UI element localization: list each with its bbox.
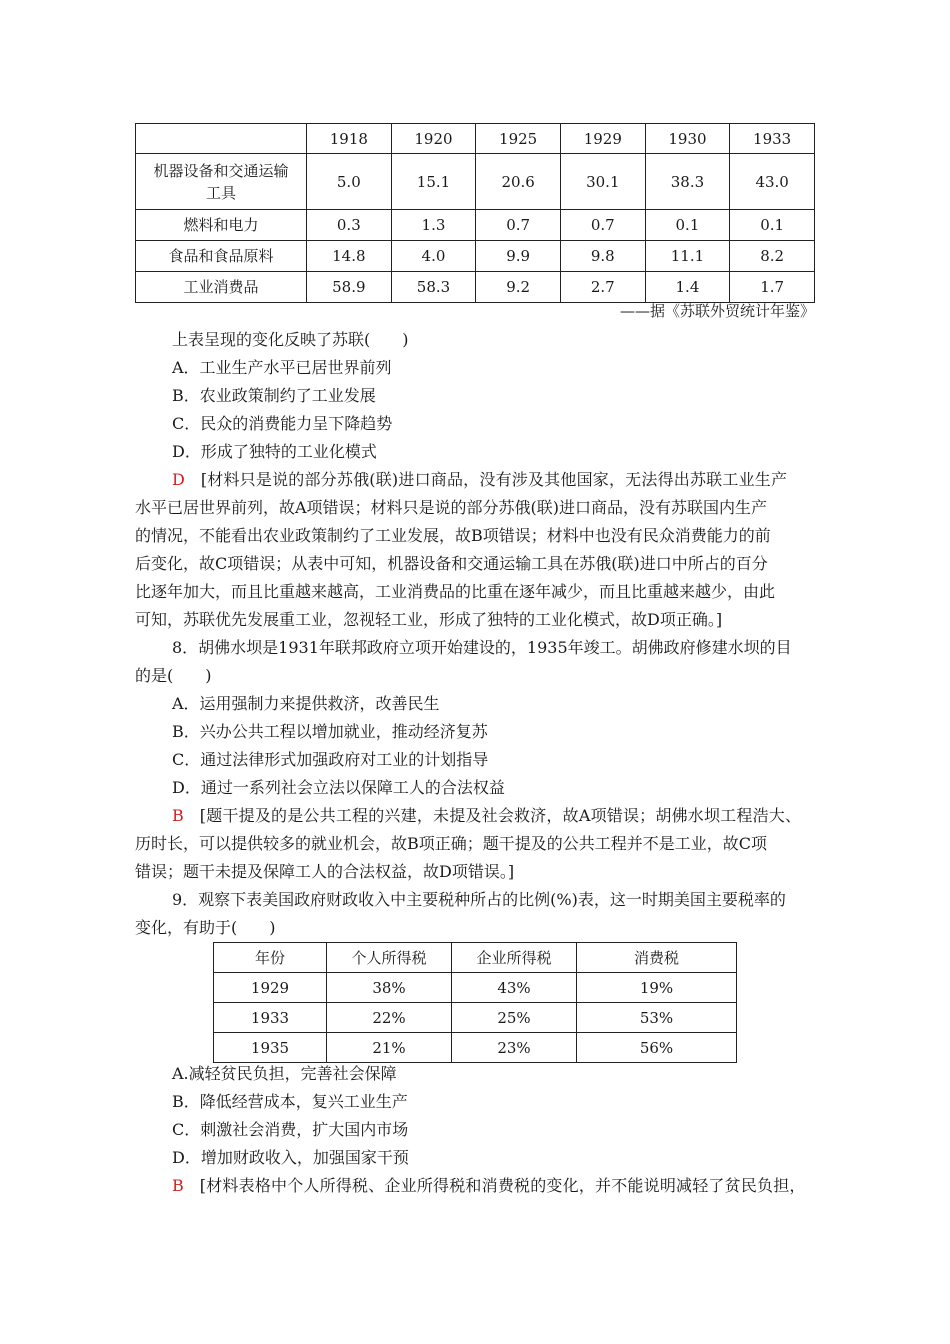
table-source: ——据《苏联外贸统计年鉴》 [619, 302, 815, 320]
table-row [136, 154, 815, 210]
explanation-line: D [材料只是说的部分苏俄(联)进口商品，没有涉及其他国家，无法得出苏联工业生产 [172, 470, 788, 489]
table-header-cell: 年份 [214, 943, 327, 973]
option-b: B．兴办公共工程以增加就业，推动经济复苏 [172, 722, 488, 741]
table-header-row [214, 943, 737, 973]
table-cell: 1935 [214, 1033, 327, 1063]
table-cell: 0.1 [730, 210, 815, 241]
table-cell: 1.4 [645, 272, 730, 303]
table-cell: 0.7 [476, 210, 561, 241]
explanation-line: 后变化，故C项错误；从表中可知，机器设备和交通运输工具在苏俄(联)进口中所占的百分 [135, 554, 768, 573]
answer-letter: B [172, 806, 184, 825]
table-header-cell: 消费税 [577, 943, 737, 973]
table-row [214, 1003, 737, 1033]
table-cell: 9.2 [476, 272, 561, 303]
table-cell: 1933 [214, 1003, 327, 1033]
ussr-import-table [135, 123, 815, 303]
table-cell: 8.2 [730, 241, 815, 272]
table-cell: 25% [452, 1003, 577, 1033]
table-row [136, 272, 815, 303]
table-header-cell: 1929 [560, 124, 645, 154]
question-stem: 上表呈现的变化反映了苏联( ) [172, 330, 409, 349]
table-header-cell: 1930 [645, 124, 730, 154]
table-cell: 0.7 [560, 210, 645, 241]
table-cell: 21% [327, 1033, 452, 1063]
option-b: B．农业政策制约了工业发展 [172, 386, 376, 405]
table-cell: 38.3 [645, 154, 730, 210]
option-c: C．通过法律形式加强政府对工业的计划指导 [172, 750, 489, 769]
answer-letter: B [172, 1176, 184, 1195]
option-b: B．降低经营成本，复兴工业生产 [172, 1092, 408, 1111]
table-cell: 38% [327, 973, 452, 1003]
table-cell: 30.1 [560, 154, 645, 210]
explanation-line: 历时长，可以提供较多的就业机会，故B项正确；题干提及的公共工程并不是工业，故C项 [135, 834, 768, 853]
option-a: A．运用强制力来提供救济，改善民生 [172, 694, 440, 713]
explanation-line: 错误；题干未提及保障工人的合法权益，故D项错误。] [135, 862, 515, 881]
question-stem: 9．观察下表美国政府财政收入中主要税种所占的比例(%)表，这一时期美国主要税率的 [172, 890, 786, 909]
table-cell: 58.9 [307, 272, 392, 303]
table-cell: 2.7 [560, 272, 645, 303]
table-header-cell: 1925 [476, 124, 561, 154]
question-stem: 变化，有助于( ) [135, 918, 276, 937]
table-header-cell: 个人所得税 [327, 943, 452, 973]
table-cell: 0.3 [307, 210, 392, 241]
question-stem: 的是( ) [135, 666, 212, 685]
explanation-line: 比逐年加大，而且比重越来越高，工业消费品的比重在逐年减少，而且比重越来越少，由此 [135, 582, 776, 601]
table-cell: 23% [452, 1033, 577, 1063]
explanation-line: B [题干提及的是公共工程的兴建，未提及社会救济，故A项错误；胡佛水坝工程浩大、 [172, 806, 802, 825]
table-cell: 20.6 [476, 154, 561, 210]
table-row [214, 1033, 737, 1063]
table-cell: 5.0 [307, 154, 392, 210]
explanation-line: 的情况，不能看出农业政策制约了工业发展，故B项错误；材料中也没有民众消费能力的前 [135, 526, 771, 545]
table-cell: 43% [452, 973, 577, 1003]
table-cell: 22% [327, 1003, 452, 1033]
table-cell: 1.7 [730, 272, 815, 303]
table-cell: 53% [577, 1003, 737, 1033]
table-header-cell: 企业所得税 [452, 943, 577, 973]
table-header-cell [136, 124, 307, 154]
table-cell: 43.0 [730, 154, 815, 210]
table-cell: 9.8 [560, 241, 645, 272]
table-cell: 11.1 [645, 241, 730, 272]
table-header-cell: 1918 [307, 124, 392, 154]
table-cell: 0.1 [645, 210, 730, 241]
table-header-row [136, 124, 815, 154]
table-cell: 14.8 [307, 241, 392, 272]
table-header-cell: 1920 [391, 124, 476, 154]
table-cell: 58.3 [391, 272, 476, 303]
answer-letter: D [172, 470, 185, 489]
table-row [136, 210, 815, 241]
option-d: D．增加财政收入，加强国家干预 [172, 1148, 409, 1167]
table-row-label: 食品和食品原料 [136, 241, 307, 272]
option-a: A．工业生产水平已居世界前列 [172, 358, 392, 377]
option-c: C．民众的消费能力呈下降趋势 [172, 414, 393, 433]
table-row-label: 工业消费品 [136, 272, 307, 303]
question-stem: 8．胡佛水坝是1931年联邦政府立项开始建设的，1935年竣工。胡佛政府修建水坝的目 [172, 638, 792, 657]
table-cell: 56% [577, 1033, 737, 1063]
option-c: C．刺激社会消费，扩大国内市场 [172, 1120, 409, 1139]
table-cell: 15.1 [391, 154, 476, 210]
table-cell: 1929 [214, 973, 327, 1003]
explanation-line: 水平已居世界前列，故A项错误；材料只是说的部分苏俄(联)进口商品，没有苏联国内生产 [135, 498, 768, 517]
table-row-label: 燃料和电力 [136, 210, 307, 241]
table-header-cell: 1933 [730, 124, 815, 154]
option-a: A.减轻贫民负担，完善社会保障 [172, 1064, 397, 1083]
table-row-label: 机器设备和交通运输 工具 [136, 154, 307, 210]
table-cell: 4.0 [391, 241, 476, 272]
us-tax-table [213, 942, 737, 1063]
table-cell: 1.3 [391, 210, 476, 241]
table-row [214, 973, 737, 1003]
option-d: D．形成了独特的工业化模式 [172, 442, 377, 461]
table-row [136, 241, 815, 272]
explanation-line: 可知，苏联优先发展重工业，忽视轻工业，形成了独特的工业化模式，故D项正确。] [135, 610, 723, 629]
table-cell: 19% [577, 973, 737, 1003]
table-cell: 9.9 [476, 241, 561, 272]
explanation-line: B [材料表格中个人所得税、企业所得税和消费税的变化，并不能说明减轻了贫民负担， [172, 1176, 806, 1195]
option-d: D．通过一系列社会立法以保障工人的合法权益 [172, 778, 505, 797]
